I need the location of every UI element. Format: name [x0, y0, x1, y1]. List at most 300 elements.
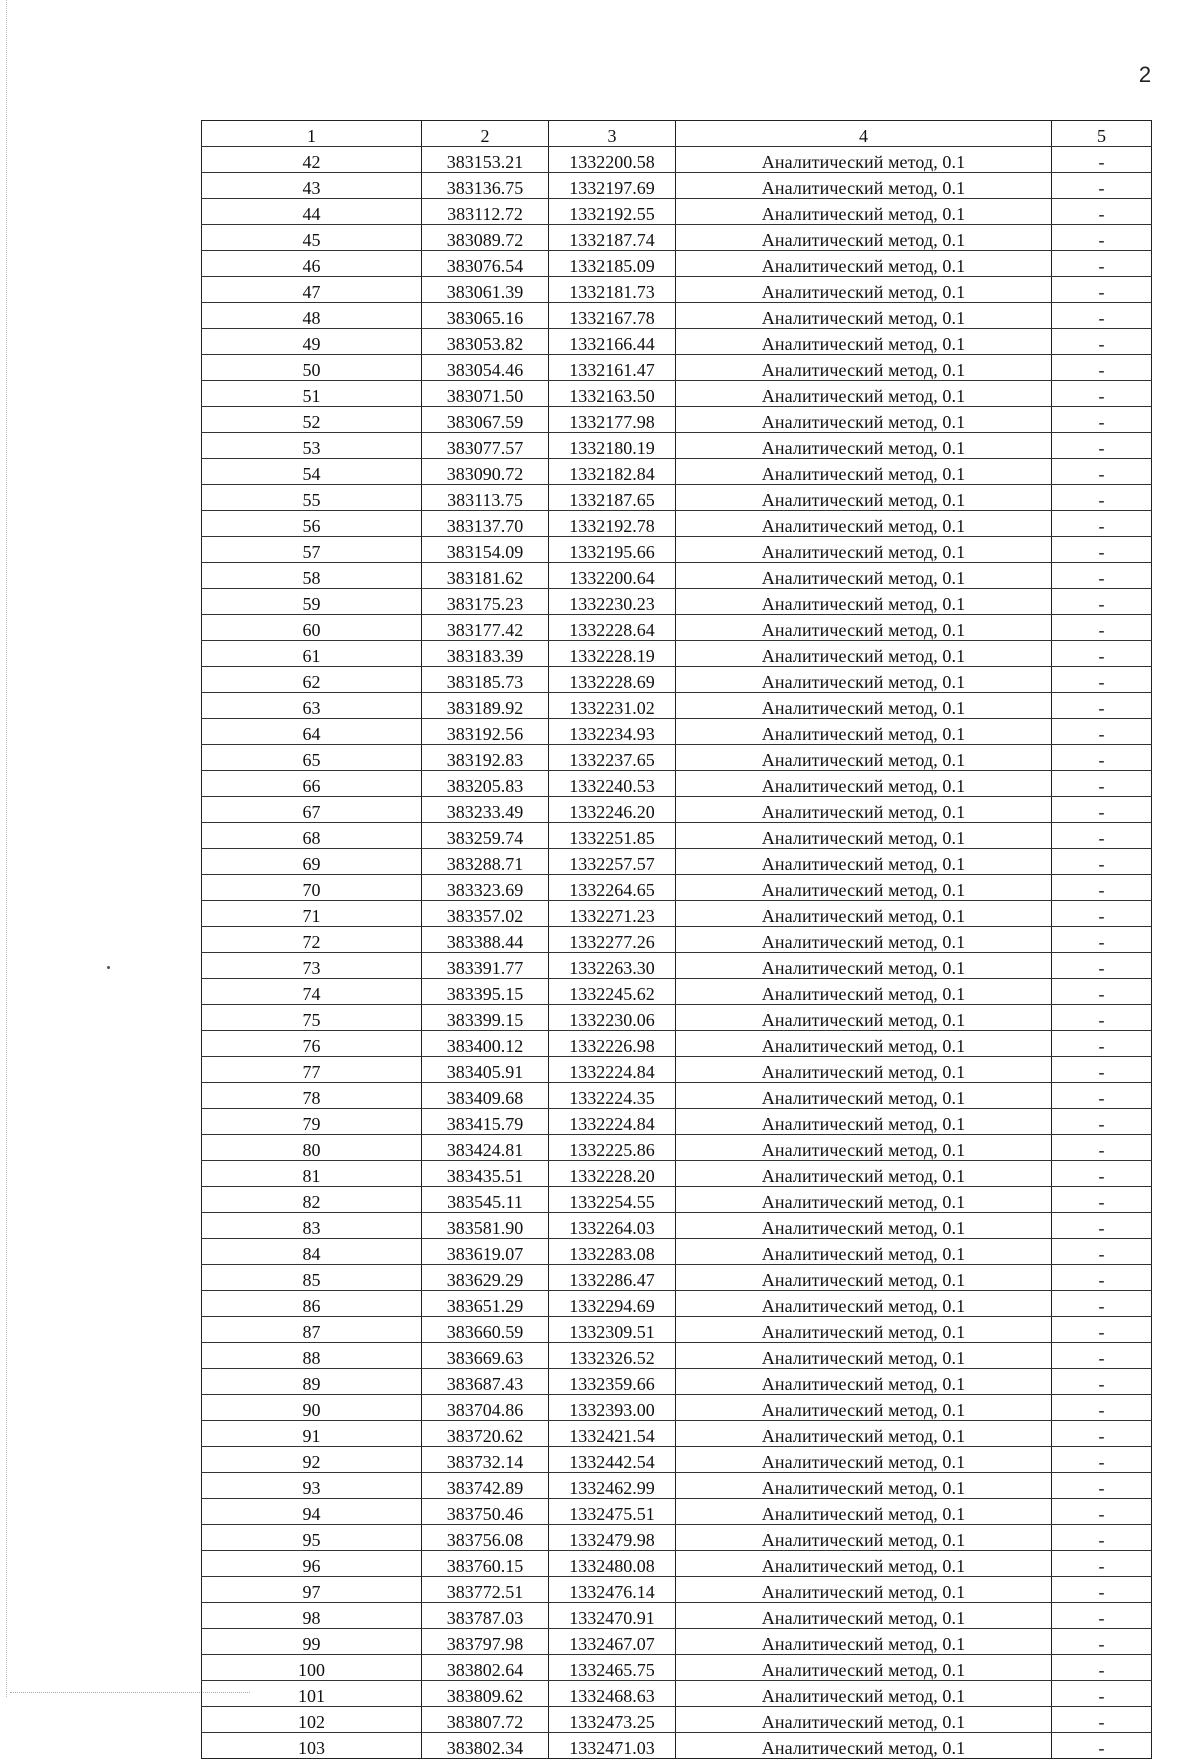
point-number-cell: 75: [202, 1005, 422, 1031]
y-coordinate-cell: 1332230.23: [549, 589, 676, 615]
table-row: [202, 1395, 1152, 1421]
table-row: [202, 1655, 1152, 1681]
point-number-cell: 52: [202, 407, 422, 433]
x-coordinate-cell: 383177.42: [422, 615, 549, 641]
y-coordinate-cell: 1332471.03: [549, 1733, 676, 1759]
method-cell: Аналитический метод, 0.1: [676, 1447, 1052, 1473]
y-coordinate-cell: 1332246.20: [549, 797, 676, 823]
method-cell: Аналитический метод, 0.1: [676, 953, 1052, 979]
y-coordinate-cell: 1332263.30: [549, 953, 676, 979]
y-coordinate-cell: 1332187.74: [549, 225, 676, 251]
table-row: [202, 745, 1152, 771]
method-cell: Аналитический метод, 0.1: [676, 849, 1052, 875]
table-row: [202, 1629, 1152, 1655]
y-coordinate-cell: 1332181.73: [549, 277, 676, 303]
x-coordinate-cell: 383651.29: [422, 1291, 549, 1317]
point-number-cell: 63: [202, 693, 422, 719]
note-cell: -: [1052, 433, 1152, 459]
x-coordinate-cell: 383802.64: [422, 1655, 549, 1681]
x-coordinate-cell: 383760.15: [422, 1551, 549, 1577]
x-coordinate-cell: 383802.34: [422, 1733, 549, 1759]
point-number-cell: 59: [202, 589, 422, 615]
note-cell: -: [1052, 199, 1152, 225]
table-header-row: [202, 121, 1152, 147]
point-number-cell: 85: [202, 1265, 422, 1291]
y-coordinate-cell: 1332166.44: [549, 329, 676, 355]
x-coordinate-cell: 383807.72: [422, 1707, 549, 1733]
note-cell: -: [1052, 1655, 1152, 1681]
point-number-cell: 61: [202, 641, 422, 667]
point-number-cell: 56: [202, 511, 422, 537]
y-coordinate-cell: 1332231.02: [549, 693, 676, 719]
method-cell: Аналитический метод, 0.1: [676, 1291, 1052, 1317]
table-row: [202, 1707, 1152, 1733]
note-cell: -: [1052, 1213, 1152, 1239]
note-cell: -: [1052, 615, 1152, 641]
method-cell: Аналитический метод, 0.1: [676, 1655, 1052, 1681]
page-number: 2: [1138, 62, 1152, 87]
note-cell: -: [1052, 1525, 1152, 1551]
note-cell: -: [1052, 589, 1152, 615]
method-cell: Аналитический метод, 0.1: [676, 1707, 1052, 1733]
table-row: [202, 303, 1152, 329]
x-coordinate-cell: 383399.15: [422, 1005, 549, 1031]
table-row: [202, 173, 1152, 199]
table-row: [202, 797, 1152, 823]
point-number-cell: 46: [202, 251, 422, 277]
method-cell: Аналитический метод, 0.1: [676, 329, 1052, 355]
note-cell: -: [1052, 329, 1152, 355]
note-cell: -: [1052, 459, 1152, 485]
table-row: [202, 615, 1152, 641]
table-row: [202, 1239, 1152, 1265]
point-number-cell: 64: [202, 719, 422, 745]
point-number-cell: 88: [202, 1343, 422, 1369]
y-coordinate-cell: 1332167.78: [549, 303, 676, 329]
x-coordinate-cell: 383065.16: [422, 303, 549, 329]
method-cell: Аналитический метод, 0.1: [676, 693, 1052, 719]
table-row: [202, 641, 1152, 667]
x-coordinate-cell: 383357.02: [422, 901, 549, 927]
table-row: [202, 225, 1152, 251]
method-cell: Аналитический метод, 0.1: [676, 407, 1052, 433]
y-coordinate-cell: 1332180.19: [549, 433, 676, 459]
header-cell-5: 5: [1052, 121, 1152, 147]
x-coordinate-cell: 383400.12: [422, 1031, 549, 1057]
note-cell: -: [1052, 823, 1152, 849]
note-cell: -: [1052, 1343, 1152, 1369]
y-coordinate-cell: 1332442.54: [549, 1447, 676, 1473]
method-cell: Аналитический метод, 0.1: [676, 1005, 1052, 1031]
header-cell-1: 1: [202, 121, 422, 147]
table-row: [202, 1187, 1152, 1213]
table-row: [202, 199, 1152, 225]
note-cell: -: [1052, 1005, 1152, 1031]
table-row: [202, 1291, 1152, 1317]
x-coordinate-cell: 383409.68: [422, 1083, 549, 1109]
table-row: [202, 1161, 1152, 1187]
table-row: [202, 329, 1152, 355]
x-coordinate-cell: 383154.09: [422, 537, 549, 563]
method-cell: Аналитический метод, 0.1: [676, 511, 1052, 537]
point-number-cell: 94: [202, 1499, 422, 1525]
method-cell: Аналитический метод, 0.1: [676, 355, 1052, 381]
method-cell: Аналитический метод, 0.1: [676, 797, 1052, 823]
x-coordinate-cell: 383090.72: [422, 459, 549, 485]
method-cell: Аналитический метод, 0.1: [676, 1369, 1052, 1395]
x-coordinate-cell: 383076.54: [422, 251, 549, 277]
y-coordinate-cell: 1332177.98: [549, 407, 676, 433]
table-row: [202, 1421, 1152, 1447]
table-row: [202, 953, 1152, 979]
note-cell: -: [1052, 1135, 1152, 1161]
x-coordinate-cell: 383077.57: [422, 433, 549, 459]
table-row: [202, 1551, 1152, 1577]
method-cell: Аналитический метод, 0.1: [676, 615, 1052, 641]
point-number-cell: 68: [202, 823, 422, 849]
point-number-cell: 71: [202, 901, 422, 927]
y-coordinate-cell: 1332182.84: [549, 459, 676, 485]
scan-speck: [107, 966, 110, 969]
x-coordinate-cell: 383061.39: [422, 277, 549, 303]
method-cell: Аналитический метод, 0.1: [676, 1629, 1052, 1655]
y-coordinate-cell: 1332462.99: [549, 1473, 676, 1499]
point-number-cell: 45: [202, 225, 422, 251]
note-cell: -: [1052, 979, 1152, 1005]
note-cell: -: [1052, 1395, 1152, 1421]
table-row: [202, 485, 1152, 511]
x-coordinate-cell: 383175.23: [422, 589, 549, 615]
note-cell: -: [1052, 1603, 1152, 1629]
header-cell-4: 4: [676, 121, 1052, 147]
point-number-cell: 65: [202, 745, 422, 771]
method-cell: Аналитический метод, 0.1: [676, 1083, 1052, 1109]
method-cell: Аналитический метод, 0.1: [676, 979, 1052, 1005]
x-coordinate-cell: 383233.49: [422, 797, 549, 823]
y-coordinate-cell: 1332228.19: [549, 641, 676, 667]
y-coordinate-cell: 1332185.09: [549, 251, 676, 277]
table-row: [202, 1109, 1152, 1135]
x-coordinate-cell: 383750.46: [422, 1499, 549, 1525]
point-number-cell: 86: [202, 1291, 422, 1317]
note-cell: -: [1052, 225, 1152, 251]
point-number-cell: 43: [202, 173, 422, 199]
note-cell: -: [1052, 927, 1152, 953]
x-coordinate-cell: 383787.03: [422, 1603, 549, 1629]
header-cell-3: 3: [549, 121, 676, 147]
point-number-cell: 44: [202, 199, 422, 225]
x-coordinate-cell: 383205.83: [422, 771, 549, 797]
table-row: [202, 1083, 1152, 1109]
note-cell: -: [1052, 303, 1152, 329]
table-row: [202, 771, 1152, 797]
table-row: [202, 1525, 1152, 1551]
note-cell: -: [1052, 693, 1152, 719]
method-cell: Аналитический метод, 0.1: [676, 147, 1052, 173]
method-cell: Аналитический метод, 0.1: [676, 745, 1052, 771]
point-number-cell: 90: [202, 1395, 422, 1421]
table-row: [202, 901, 1152, 927]
point-number-cell: 79: [202, 1109, 422, 1135]
table-row: [202, 251, 1152, 277]
method-cell: Аналитический метод, 0.1: [676, 1161, 1052, 1187]
x-coordinate-cell: 383112.72: [422, 199, 549, 225]
note-cell: -: [1052, 537, 1152, 563]
method-cell: Аналитический метод, 0.1: [676, 1213, 1052, 1239]
note-cell: -: [1052, 1473, 1152, 1499]
method-cell: Аналитический метод, 0.1: [676, 1525, 1052, 1551]
method-cell: Аналитический метод, 0.1: [676, 1343, 1052, 1369]
note-cell: -: [1052, 1291, 1152, 1317]
x-coordinate-cell: 383581.90: [422, 1213, 549, 1239]
note-cell: -: [1052, 849, 1152, 875]
point-number-cell: 83: [202, 1213, 422, 1239]
x-coordinate-cell: 383435.51: [422, 1161, 549, 1187]
table-row: [202, 277, 1152, 303]
table-row: [202, 693, 1152, 719]
point-number-cell: 100: [202, 1655, 422, 1681]
point-number-cell: 93: [202, 1473, 422, 1499]
method-cell: Аналитический метод, 0.1: [676, 1577, 1052, 1603]
point-number-cell: 95: [202, 1525, 422, 1551]
table-row: [202, 563, 1152, 589]
x-coordinate-cell: 383545.11: [422, 1187, 549, 1213]
note-cell: -: [1052, 1369, 1152, 1395]
note-cell: -: [1052, 511, 1152, 537]
table-row: [202, 1135, 1152, 1161]
method-cell: Аналитический метод, 0.1: [676, 1421, 1052, 1447]
x-coordinate-cell: 383660.59: [422, 1317, 549, 1343]
method-cell: Аналитический метод, 0.1: [676, 225, 1052, 251]
y-coordinate-cell: 1332294.69: [549, 1291, 676, 1317]
x-coordinate-cell: 383424.81: [422, 1135, 549, 1161]
x-coordinate-cell: 383619.07: [422, 1239, 549, 1265]
point-number-cell: 66: [202, 771, 422, 797]
y-coordinate-cell: 1332467.07: [549, 1629, 676, 1655]
x-coordinate-cell: 383704.86: [422, 1395, 549, 1421]
x-coordinate-cell: 383181.62: [422, 563, 549, 589]
table-row: [202, 1343, 1152, 1369]
x-coordinate-cell: 383259.74: [422, 823, 549, 849]
method-cell: Аналитический метод, 0.1: [676, 433, 1052, 459]
note-cell: -: [1052, 1317, 1152, 1343]
method-cell: Аналитический метод, 0.1: [676, 199, 1052, 225]
point-number-cell: 76: [202, 1031, 422, 1057]
y-coordinate-cell: 1332359.66: [549, 1369, 676, 1395]
note-cell: -: [1052, 1031, 1152, 1057]
point-number-cell: 80: [202, 1135, 422, 1161]
method-cell: Аналитический метод, 0.1: [676, 537, 1052, 563]
point-number-cell: 74: [202, 979, 422, 1005]
table-row: [202, 1681, 1152, 1707]
table-row: [202, 1005, 1152, 1031]
note-cell: -: [1052, 797, 1152, 823]
point-number-cell: 50: [202, 355, 422, 381]
point-number-cell: 91: [202, 1421, 422, 1447]
x-coordinate-cell: 383185.73: [422, 667, 549, 693]
y-coordinate-cell: 1332475.51: [549, 1499, 676, 1525]
note-cell: -: [1052, 1421, 1152, 1447]
point-number-cell: 51: [202, 381, 422, 407]
x-coordinate-cell: 383189.92: [422, 693, 549, 719]
x-coordinate-cell: 383629.29: [422, 1265, 549, 1291]
note-cell: -: [1052, 251, 1152, 277]
note-cell: -: [1052, 1707, 1152, 1733]
table-row: [202, 875, 1152, 901]
x-coordinate-cell: 383067.59: [422, 407, 549, 433]
note-cell: -: [1052, 641, 1152, 667]
scan-margin-line: [6, 0, 7, 1697]
table-row: [202, 1031, 1152, 1057]
y-coordinate-cell: 1332251.85: [549, 823, 676, 849]
table-row: [202, 1577, 1152, 1603]
y-coordinate-cell: 1332228.20: [549, 1161, 676, 1187]
y-coordinate-cell: 1332286.47: [549, 1265, 676, 1291]
x-coordinate-cell: 383405.91: [422, 1057, 549, 1083]
point-number-cell: 42: [202, 147, 422, 173]
table-row: [202, 147, 1152, 173]
note-cell: -: [1052, 485, 1152, 511]
table-row: [202, 1317, 1152, 1343]
table-row: [202, 381, 1152, 407]
table-row: [202, 1733, 1152, 1759]
point-number-cell: 47: [202, 277, 422, 303]
note-cell: -: [1052, 1551, 1152, 1577]
table-row: [202, 1499, 1152, 1525]
note-cell: -: [1052, 1629, 1152, 1655]
method-cell: Аналитический метод, 0.1: [676, 485, 1052, 511]
y-coordinate-cell: 1332254.55: [549, 1187, 676, 1213]
note-cell: -: [1052, 953, 1152, 979]
x-coordinate-cell: 383772.51: [422, 1577, 549, 1603]
method-cell: Аналитический метод, 0.1: [676, 1239, 1052, 1265]
note-cell: -: [1052, 381, 1152, 407]
x-coordinate-cell: 383742.89: [422, 1473, 549, 1499]
point-number-cell: 96: [202, 1551, 422, 1577]
note-cell: -: [1052, 875, 1152, 901]
table-body: [202, 121, 1152, 1759]
method-cell: Аналитический метод, 0.1: [676, 771, 1052, 797]
point-number-cell: 97: [202, 1577, 422, 1603]
x-coordinate-cell: 383687.43: [422, 1369, 549, 1395]
method-cell: Аналитический метод, 0.1: [676, 1603, 1052, 1629]
x-coordinate-cell: 383669.63: [422, 1343, 549, 1369]
point-number-cell: 49: [202, 329, 422, 355]
table-row: [202, 719, 1152, 745]
method-cell: Аналитический метод, 0.1: [676, 901, 1052, 927]
method-cell: Аналитический метод, 0.1: [676, 303, 1052, 329]
note-cell: -: [1052, 1239, 1152, 1265]
x-coordinate-cell: 383137.70: [422, 511, 549, 537]
table-row: [202, 433, 1152, 459]
table-row: [202, 849, 1152, 875]
point-number-cell: 81: [202, 1161, 422, 1187]
table-row: [202, 927, 1152, 953]
method-cell: Аналитический метод, 0.1: [676, 1135, 1052, 1161]
y-coordinate-cell: 1332224.35: [549, 1083, 676, 1109]
note-cell: -: [1052, 745, 1152, 771]
y-coordinate-cell: 1332234.93: [549, 719, 676, 745]
point-number-cell: 53: [202, 433, 422, 459]
point-number-cell: 89: [202, 1369, 422, 1395]
method-cell: Аналитический метод, 0.1: [676, 1265, 1052, 1291]
x-coordinate-cell: 383089.72: [422, 225, 549, 251]
x-coordinate-cell: 383183.39: [422, 641, 549, 667]
y-coordinate-cell: 1332326.52: [549, 1343, 676, 1369]
table-row: [202, 979, 1152, 1005]
method-cell: Аналитический метод, 0.1: [676, 251, 1052, 277]
point-number-cell: 54: [202, 459, 422, 485]
y-coordinate-cell: 1332237.65: [549, 745, 676, 771]
note-cell: -: [1052, 901, 1152, 927]
table-row: [202, 1603, 1152, 1629]
x-coordinate-cell: 383809.62: [422, 1681, 549, 1707]
y-coordinate-cell: 1332465.75: [549, 1655, 676, 1681]
method-cell: Аналитический метод, 0.1: [676, 1317, 1052, 1343]
x-coordinate-cell: 383323.69: [422, 875, 549, 901]
note-cell: -: [1052, 173, 1152, 199]
y-coordinate-cell: 1332200.64: [549, 563, 676, 589]
y-coordinate-cell: 1332476.14: [549, 1577, 676, 1603]
point-number-cell: 73: [202, 953, 422, 979]
x-coordinate-cell: 383388.44: [422, 927, 549, 953]
y-coordinate-cell: 1332271.23: [549, 901, 676, 927]
x-coordinate-cell: 383053.82: [422, 329, 549, 355]
note-cell: -: [1052, 277, 1152, 303]
y-coordinate-cell: 1332309.51: [549, 1317, 676, 1343]
table-row: [202, 1369, 1152, 1395]
method-cell: Аналитический метод, 0.1: [676, 459, 1052, 485]
note-cell: -: [1052, 719, 1152, 745]
y-coordinate-cell: 1332197.69: [549, 173, 676, 199]
x-coordinate-cell: 383192.83: [422, 745, 549, 771]
point-number-cell: 67: [202, 797, 422, 823]
point-number-cell: 101: [202, 1681, 422, 1707]
y-coordinate-cell: 1332470.91: [549, 1603, 676, 1629]
method-cell: Аналитический метод, 0.1: [676, 927, 1052, 953]
note-cell: -: [1052, 1161, 1152, 1187]
method-cell: Аналитический метод, 0.1: [676, 173, 1052, 199]
table-row: [202, 589, 1152, 615]
point-number-cell: 57: [202, 537, 422, 563]
note-cell: -: [1052, 1057, 1152, 1083]
method-cell: Аналитический метод, 0.1: [676, 1499, 1052, 1525]
method-cell: Аналитический метод, 0.1: [676, 1681, 1052, 1707]
table-row: [202, 823, 1152, 849]
note-cell: -: [1052, 407, 1152, 433]
y-coordinate-cell: 1332224.84: [549, 1109, 676, 1135]
y-coordinate-cell: 1332479.98: [549, 1525, 676, 1551]
note-cell: -: [1052, 1265, 1152, 1291]
method-cell: Аналитический метод, 0.1: [676, 823, 1052, 849]
point-number-cell: 99: [202, 1629, 422, 1655]
x-coordinate-cell: 383153.21: [422, 147, 549, 173]
y-coordinate-cell: 1332257.57: [549, 849, 676, 875]
note-cell: -: [1052, 771, 1152, 797]
y-coordinate-cell: 1332240.53: [549, 771, 676, 797]
x-coordinate-cell: 383054.46: [422, 355, 549, 381]
point-number-cell: 62: [202, 667, 422, 693]
method-cell: Аналитический метод, 0.1: [676, 1551, 1052, 1577]
table-row: [202, 511, 1152, 537]
note-cell: -: [1052, 1499, 1152, 1525]
x-coordinate-cell: 383071.50: [422, 381, 549, 407]
point-number-cell: 60: [202, 615, 422, 641]
note-cell: -: [1052, 355, 1152, 381]
table-row: [202, 1473, 1152, 1499]
y-coordinate-cell: 1332468.63: [549, 1681, 676, 1707]
coordinates-table: [201, 120, 1152, 1759]
